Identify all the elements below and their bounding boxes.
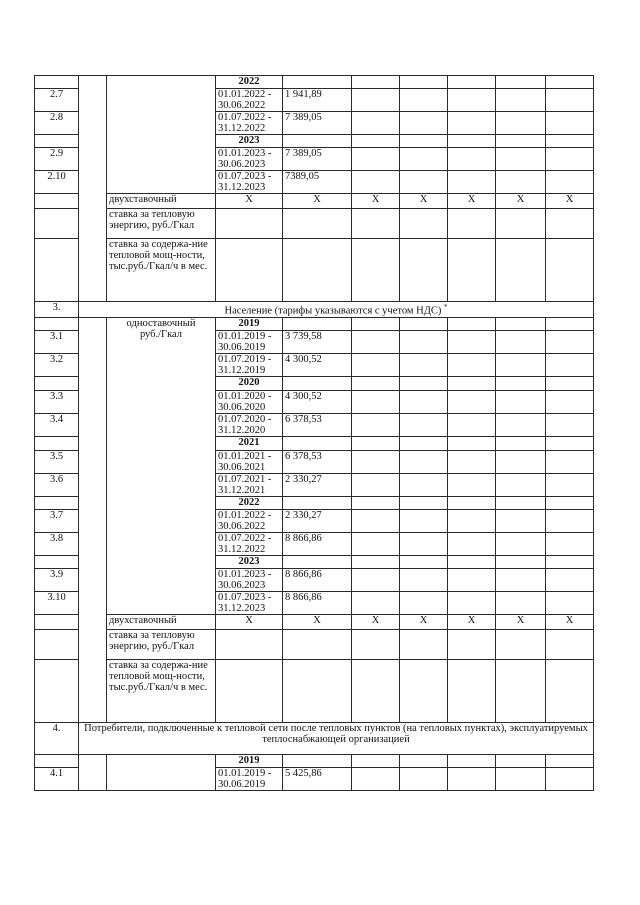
empty-cell	[400, 496, 448, 509]
empty-cell	[400, 450, 448, 473]
x-mark-cell: X	[400, 194, 448, 209]
empty-cell	[546, 209, 594, 239]
empty-cell	[546, 148, 594, 171]
empty-cell	[216, 209, 283, 239]
period-cell	[216, 353, 283, 376]
empty-cell	[448, 171, 496, 194]
row-number	[35, 376, 79, 390]
empty-cell	[496, 509, 546, 532]
period-start: 01.01.2023 -	[218, 568, 272, 580]
empty-cell	[400, 754, 448, 767]
year-cell: 2020	[216, 376, 283, 390]
empty-cell	[546, 376, 594, 390]
year-cell: 2022	[216, 496, 283, 509]
empty-cell	[448, 473, 496, 496]
period-cell	[216, 89, 283, 112]
period-start: 01.07.2021 -	[218, 473, 272, 485]
empty-cell	[496, 89, 546, 112]
section-number: 4.	[35, 722, 79, 754]
empty-cell	[352, 629, 400, 659]
single-rate-label	[107, 317, 216, 614]
empty-cell	[448, 330, 496, 353]
x-mark-cell: X	[283, 194, 352, 209]
empty-cell	[496, 76, 546, 89]
empty-cell	[496, 376, 546, 390]
empty-cell	[546, 568, 594, 591]
tariff-value: 6 378,53	[283, 450, 352, 473]
empty-cell	[352, 532, 400, 555]
period-end: 30.06.2023	[218, 579, 266, 591]
tariff-value: 7389,05	[283, 171, 352, 194]
empty-cell	[448, 659, 496, 722]
energy-rate-label: ставка за тепловую энергию, руб./Гкал	[107, 209, 216, 239]
x-mark-cell: X	[448, 194, 496, 209]
empty-cell	[352, 171, 400, 194]
empty-cell	[35, 239, 79, 302]
row-number: 3.5	[35, 450, 79, 473]
row-number: 2.8	[35, 112, 79, 135]
empty-cell	[35, 194, 79, 209]
table-row	[35, 754, 594, 767]
period-end: 31.12.2021	[218, 484, 266, 496]
empty-cell	[400, 135, 448, 148]
empty-cell	[35, 209, 79, 239]
empty-cell	[352, 390, 400, 413]
empty-cell	[400, 239, 448, 302]
empty-cell	[400, 376, 448, 390]
year-cell: 2022	[216, 76, 283, 89]
empty-cell	[283, 376, 352, 390]
empty-cell	[448, 317, 496, 330]
x-mark-cell: X	[283, 614, 352, 629]
empty-cell	[546, 436, 594, 450]
empty-cell	[352, 76, 400, 89]
empty-cell	[283, 135, 352, 148]
tariff-value: 3 739,58	[283, 330, 352, 353]
empty-cell	[352, 239, 400, 302]
single-rate-text: одноставочный	[126, 317, 196, 329]
empty-cell	[283, 436, 352, 450]
empty-cell	[352, 767, 400, 790]
empty-cell	[352, 112, 400, 135]
empty-cell	[352, 473, 400, 496]
row-number: 3.4	[35, 413, 79, 436]
empty-cell	[352, 353, 400, 376]
row-number: 3.7	[35, 509, 79, 532]
period-cell	[216, 767, 283, 790]
row-number: 3.2	[35, 353, 79, 376]
empty-cell	[546, 413, 594, 436]
empty-cell	[79, 76, 107, 302]
x-mark-cell: X	[546, 614, 594, 629]
energy-rate-row	[35, 209, 594, 239]
two-rate-row	[35, 194, 594, 209]
x-mark-cell: X	[352, 614, 400, 629]
period-cell	[216, 390, 283, 413]
period-start: 01.01.2022 -	[218, 89, 272, 100]
tariff-value: 7 389,05	[283, 148, 352, 171]
empty-cell	[35, 614, 79, 629]
empty-cell	[496, 330, 546, 353]
empty-cell	[79, 317, 107, 722]
empty-cell	[448, 450, 496, 473]
empty-cell	[352, 568, 400, 591]
row-number: 3.8	[35, 532, 79, 555]
tariff-value: 8 866,86	[283, 568, 352, 591]
period-start: 01.01.2019 -	[218, 330, 272, 342]
empty-cell	[496, 659, 546, 722]
empty-cell	[496, 450, 546, 473]
empty-cell	[400, 390, 448, 413]
period-start: 01.07.2020 -	[218, 413, 272, 425]
empty-cell	[352, 317, 400, 330]
empty-cell	[546, 89, 594, 112]
empty-cell	[546, 629, 594, 659]
period-cell	[216, 450, 283, 473]
empty-cell	[496, 317, 546, 330]
empty-cell	[546, 659, 594, 722]
tariff-value: 1 941,89	[283, 89, 352, 112]
empty-cell	[400, 629, 448, 659]
period-end: 31.12.2019	[218, 364, 266, 376]
empty-cell	[352, 376, 400, 390]
year-cell: 2021	[216, 436, 283, 450]
empty-cell	[448, 629, 496, 659]
empty-cell	[352, 148, 400, 171]
empty-cell	[496, 555, 546, 568]
row-number	[35, 555, 79, 568]
empty-cell	[35, 629, 79, 659]
tariff-table	[34, 75, 594, 791]
empty-cell	[400, 413, 448, 436]
empty-cell	[546, 317, 594, 330]
row-number: 3.1	[35, 330, 79, 353]
empty-cell	[352, 330, 400, 353]
empty-cell	[400, 532, 448, 555]
table-row	[35, 76, 594, 89]
capacity-rate-row	[35, 659, 594, 722]
empty-cell	[496, 591, 546, 614]
empty-cell	[283, 659, 352, 722]
period-end: 30.06.2019	[218, 778, 266, 790]
empty-cell	[352, 436, 400, 450]
empty-cell	[496, 767, 546, 790]
empty-cell	[546, 330, 594, 353]
period-end: 30.06.2020	[218, 401, 266, 413]
empty-cell	[400, 568, 448, 591]
x-mark-cell: X	[216, 614, 283, 629]
empty-cell	[546, 239, 594, 302]
empty-cell	[448, 89, 496, 112]
empty-cell	[448, 353, 496, 376]
period-start: 01.07.2019 -	[218, 353, 272, 365]
empty-cell	[448, 436, 496, 450]
empty-cell	[448, 532, 496, 555]
period-start: 01.01.2020 -	[218, 390, 272, 402]
empty-cell	[352, 413, 400, 436]
empty-cell	[400, 509, 448, 532]
year-cell: 2023	[216, 555, 283, 568]
empty-cell	[400, 76, 448, 89]
empty-cell	[283, 629, 352, 659]
capacity-rate-label: ставка за содержа-ние тепловой мощ-ности, тыс.руб./Гкал/ч в мес.	[107, 659, 216, 722]
empty-cell	[400, 112, 448, 135]
capacity-rate-row	[35, 239, 594, 302]
two-rate-label: двухставочный	[107, 614, 216, 629]
empty-cell	[448, 754, 496, 767]
empty-cell	[400, 353, 448, 376]
empty-cell	[496, 135, 546, 148]
empty-cell	[546, 767, 594, 790]
empty-cell	[546, 754, 594, 767]
period-start: 01.07.2023 -	[218, 171, 272, 182]
row-number	[35, 496, 79, 509]
tariff-type-cell	[107, 754, 216, 790]
period-end: 31.12.2022	[218, 123, 266, 134]
empty-cell	[546, 532, 594, 555]
empty-cell	[283, 209, 352, 239]
empty-cell	[352, 135, 400, 148]
tariff-value: 4 300,52	[283, 353, 352, 376]
period-cell	[216, 509, 283, 532]
empty-cell	[496, 496, 546, 509]
tariff-type-cell	[107, 76, 216, 194]
tariff-value: 8 866,86	[283, 591, 352, 614]
empty-cell	[496, 209, 546, 239]
empty-cell	[448, 239, 496, 302]
empty-cell	[400, 171, 448, 194]
row-number	[35, 76, 79, 89]
period-cell	[216, 330, 283, 353]
empty-cell	[400, 148, 448, 171]
empty-cell	[448, 148, 496, 171]
period-start: 01.07.2022 -	[218, 112, 272, 123]
row-number	[35, 754, 79, 767]
empty-cell	[448, 568, 496, 591]
empty-cell	[448, 209, 496, 239]
year-cell: 2019	[216, 754, 283, 767]
empty-cell	[400, 209, 448, 239]
x-mark-cell: X	[216, 194, 283, 209]
period-cell	[216, 171, 283, 194]
empty-cell	[546, 555, 594, 568]
empty-cell	[352, 509, 400, 532]
empty-cell	[546, 496, 594, 509]
empty-cell	[352, 754, 400, 767]
empty-cell	[546, 112, 594, 135]
empty-cell	[496, 148, 546, 171]
period-end: 31.12.2020	[218, 424, 266, 436]
section-title-text: Население (тарифы указываются с учетом НДС)	[224, 305, 442, 317]
section-title: Потребители, подключенные к тепловой сети после тепловых пунктов (на тепловых пунктах), эксплуатируемых теплоснабжающей организацией	[79, 722, 594, 754]
empty-cell	[448, 591, 496, 614]
empty-cell	[400, 317, 448, 330]
x-mark-cell: X	[496, 614, 546, 629]
tariff-value: 6 378,53	[283, 413, 352, 436]
x-mark-cell: X	[496, 194, 546, 209]
empty-cell	[216, 659, 283, 722]
row-number: 3.9	[35, 568, 79, 591]
period-start: 01.01.2023 -	[218, 148, 272, 159]
empty-cell	[400, 473, 448, 496]
empty-cell	[496, 532, 546, 555]
empty-cell	[546, 135, 594, 148]
empty-cell	[400, 555, 448, 568]
period-start: 01.01.2019 -	[218, 767, 272, 779]
period-start: 01.07.2023 -	[218, 591, 272, 603]
period-cell	[216, 112, 283, 135]
empty-cell	[546, 171, 594, 194]
period-end: 30.06.2023	[218, 159, 266, 170]
empty-cell	[400, 767, 448, 790]
year-cell: 2019	[216, 317, 283, 330]
year-cell: 2023	[216, 135, 283, 148]
empty-cell	[546, 353, 594, 376]
empty-cell	[496, 390, 546, 413]
empty-cell	[496, 353, 546, 376]
period-start: 01.07.2022 -	[218, 532, 272, 544]
empty-cell	[448, 555, 496, 568]
empty-cell	[400, 659, 448, 722]
empty-cell	[400, 591, 448, 614]
row-number: 2.9	[35, 148, 79, 171]
period-cell	[216, 591, 283, 614]
period-end: 30.06.2019	[218, 341, 266, 353]
period-end: 31.12.2022	[218, 543, 266, 555]
tariff-value: 2 330,27	[283, 509, 352, 532]
empty-cell	[546, 591, 594, 614]
empty-cell	[352, 209, 400, 239]
empty-cell	[448, 767, 496, 790]
section-header-row	[35, 302, 594, 318]
empty-cell	[448, 509, 496, 532]
period-cell	[216, 532, 283, 555]
energy-rate-label: ставка за тепловую энергию, руб./Гкал	[107, 629, 216, 659]
empty-cell	[496, 436, 546, 450]
empty-cell	[352, 555, 400, 568]
empty-cell	[283, 76, 352, 89]
row-number	[35, 436, 79, 450]
energy-rate-row	[35, 629, 594, 659]
empty-cell	[352, 496, 400, 509]
row-number	[35, 317, 79, 330]
empty-cell	[448, 135, 496, 148]
two-rate-label: двухставочный	[107, 194, 216, 209]
row-number: 3.3	[35, 390, 79, 413]
x-mark-cell: X	[546, 194, 594, 209]
row-number: 3.10	[35, 591, 79, 614]
period-end: 30.06.2022	[218, 100, 266, 111]
tariff-value: 4 300,52	[283, 390, 352, 413]
empty-cell	[496, 171, 546, 194]
period-cell	[216, 473, 283, 496]
row-number: 2.7	[35, 89, 79, 112]
empty-cell	[448, 413, 496, 436]
empty-cell	[496, 413, 546, 436]
empty-cell	[283, 754, 352, 767]
tariff-value: 7 389,05	[283, 112, 352, 135]
empty-cell	[352, 591, 400, 614]
section-header-row	[35, 722, 594, 754]
empty-cell	[400, 436, 448, 450]
empty-cell	[283, 317, 352, 330]
empty-cell	[546, 76, 594, 89]
row-number: 3.6	[35, 473, 79, 496]
empty-cell	[496, 473, 546, 496]
empty-cell	[400, 89, 448, 112]
tariff-value: 2 330,27	[283, 473, 352, 496]
empty-cell	[546, 509, 594, 532]
empty-cell	[400, 330, 448, 353]
period-end: 30.06.2021	[218, 461, 266, 473]
empty-cell	[352, 659, 400, 722]
empty-cell	[283, 496, 352, 509]
empty-cell	[283, 239, 352, 302]
x-mark-cell: X	[400, 614, 448, 629]
period-end: 30.06.2022	[218, 520, 266, 532]
empty-cell	[496, 568, 546, 591]
section-title	[79, 302, 594, 318]
table-row	[35, 317, 594, 330]
single-rate-unit: руб./Гкал	[139, 328, 183, 340]
tariff-value: 8 866,86	[283, 532, 352, 555]
empty-cell	[546, 473, 594, 496]
empty-cell	[216, 629, 283, 659]
empty-cell	[216, 239, 283, 302]
empty-cell	[352, 450, 400, 473]
empty-cell	[496, 239, 546, 302]
period-start: 01.01.2021 -	[218, 450, 272, 462]
empty-cell	[546, 390, 594, 413]
row-number: 2.10	[35, 171, 79, 194]
period-cell	[216, 148, 283, 171]
x-mark-cell: X	[352, 194, 400, 209]
row-number: 4.1	[35, 767, 79, 790]
empty-cell	[496, 754, 546, 767]
empty-cell	[448, 112, 496, 135]
section-number: 3.	[35, 302, 79, 318]
empty-cell	[448, 496, 496, 509]
empty-cell	[448, 76, 496, 89]
empty-cell	[35, 659, 79, 722]
tariff-value: 5 425,86	[283, 767, 352, 790]
period-end: 31.12.2023	[218, 602, 266, 614]
row-number	[35, 135, 79, 148]
period-start: 01.01.2022 -	[218, 509, 272, 521]
empty-cell	[283, 555, 352, 568]
empty-cell	[448, 390, 496, 413]
period-cell	[216, 568, 283, 591]
empty-cell	[546, 450, 594, 473]
capacity-rate-label: ставка за содержа-ние тепловой мощ-ности, тыс.руб./Гкал/ч в мес.	[107, 239, 216, 302]
two-rate-row	[35, 614, 594, 629]
empty-cell	[79, 754, 107, 790]
empty-cell	[496, 112, 546, 135]
empty-cell	[448, 376, 496, 390]
period-end: 31.12.2023	[218, 182, 266, 193]
footnote-mark: *	[444, 303, 448, 311]
empty-cell	[352, 89, 400, 112]
empty-cell	[496, 629, 546, 659]
x-mark-cell: X	[448, 614, 496, 629]
period-cell	[216, 413, 283, 436]
